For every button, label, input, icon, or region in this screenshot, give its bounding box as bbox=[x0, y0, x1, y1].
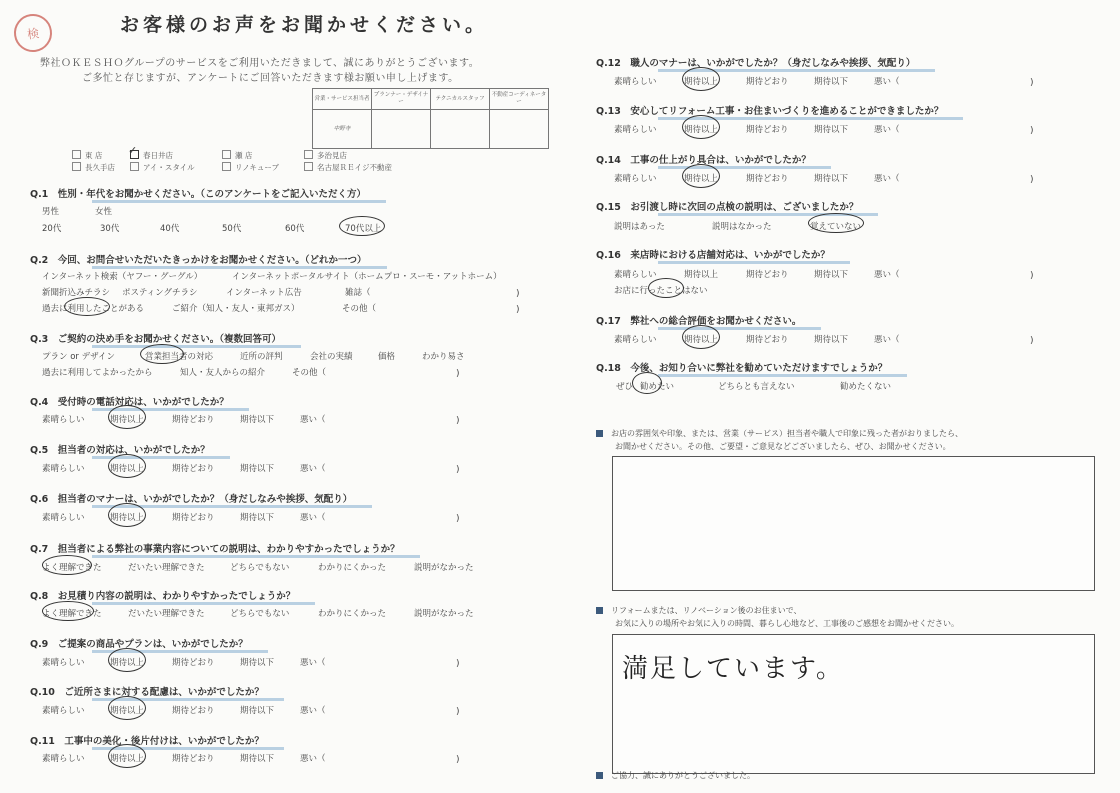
answer-circle bbox=[42, 601, 94, 621]
q16-option-selected[interactable]: お店に行ったことはない bbox=[614, 286, 708, 296]
paren-close: ) bbox=[1030, 271, 1034, 281]
intro-line-2: ご多忙と存じますが、アンケートにご回答いただきます様お願い申し上げます。 bbox=[82, 73, 459, 84]
footer-thanks: ご協力、誠にありがとうございました。 bbox=[596, 770, 755, 781]
rating-above-selected[interactable]: 期待以上 bbox=[684, 335, 719, 345]
store-option[interactable]: 瀬 店 bbox=[222, 150, 252, 161]
q18-option[interactable]: 勧めたくない bbox=[840, 382, 892, 392]
store-option[interactable]: 多治見店 bbox=[304, 150, 347, 161]
intro-line-1: 弊社ＯＫＥＳＨＯグループのサービスをご利用いただきまして、誠にありがとうございます。 bbox=[40, 58, 480, 69]
q3-option[interactable]: 過去に利用してよかったから bbox=[42, 368, 153, 378]
rating-bad[interactable]: 悪い（ bbox=[300, 754, 326, 764]
rating-as-expected[interactable]: 期待どおり bbox=[172, 415, 215, 425]
staff-signature: 中野寺 bbox=[313, 110, 372, 149]
rating-above-selected[interactable]: 期待以上 bbox=[110, 754, 145, 764]
q1-option-age[interactable]: 60代 bbox=[285, 224, 305, 234]
q2-option[interactable]: ポスティングチラシ bbox=[122, 288, 198, 298]
q1-option-female[interactable]: 女性 bbox=[95, 207, 113, 217]
rating-excellent[interactable]: 素晴らしい bbox=[42, 658, 85, 668]
question-13: Q.13 安心してリフォーム工事・お住まいづくりを進めることができましたか？ bbox=[596, 103, 943, 117]
rating-above-selected[interactable]: 期待以上 bbox=[684, 125, 719, 135]
paren-close: ) bbox=[1030, 126, 1034, 136]
q3-option[interactable]: その他（ bbox=[292, 368, 327, 378]
rating-bad[interactable]: 悪い（ bbox=[300, 513, 326, 523]
q1-option-age[interactable]: 40代 bbox=[160, 224, 180, 234]
answer-circle bbox=[108, 648, 146, 672]
rating-excellent[interactable]: 素晴らしい bbox=[42, 513, 85, 523]
staff-cell-empty bbox=[372, 110, 431, 149]
answer-circle bbox=[808, 213, 864, 233]
store-option[interactable]: 東 店 bbox=[72, 150, 102, 161]
rating-bad[interactable]: 悪い（ bbox=[874, 125, 900, 135]
square-bullet-icon bbox=[596, 430, 603, 437]
q2-paren-close: ) bbox=[516, 289, 520, 299]
rating-bad[interactable]: 悪い（ bbox=[300, 464, 326, 474]
understand-none[interactable]: 説明がなかった bbox=[414, 563, 474, 573]
rating-excellent[interactable]: 素晴らしい bbox=[42, 415, 85, 425]
rating-above-selected[interactable]: 期待以上 bbox=[110, 415, 145, 425]
paren-close: ) bbox=[456, 659, 460, 669]
rating-above[interactable]: 期待以上 bbox=[684, 270, 719, 280]
question-5: Q.5 担当者の対応は、いかがでしたか？ bbox=[30, 442, 210, 456]
q1-option-male[interactable]: 男性 bbox=[42, 207, 60, 217]
question-11: Q.11 工事中の美化・後片付けは、いかがでしたか？ bbox=[30, 733, 264, 747]
staff-header-sales: 営業・サービス担当者 bbox=[313, 89, 372, 110]
q3-option[interactable]: わかり易さ bbox=[422, 352, 465, 362]
q18-option-selected[interactable]: 勧めたい bbox=[640, 382, 675, 392]
q2-option[interactable]: ご紹介（知人・友人・東邦ガス） bbox=[172, 304, 300, 314]
rating-bad[interactable]: 悪い（ bbox=[874, 270, 900, 280]
comment-section-2-line-2: お気に入りの場所やお気に入りの時間、暮らし心地など、工事後のご感想をお聞かせください。 bbox=[615, 619, 959, 628]
answer-circle bbox=[64, 297, 110, 316]
understand-none[interactable]: 説明がなかった bbox=[414, 609, 474, 619]
q2-option[interactable]: 雑誌（ bbox=[345, 288, 371, 298]
rating-as-expected[interactable]: 期待どおり bbox=[172, 754, 215, 764]
rating-bad[interactable]: 悪い（ bbox=[874, 335, 900, 345]
paren-close: ) bbox=[1030, 175, 1034, 185]
rating-above-selected[interactable]: 期待以上 bbox=[110, 464, 145, 474]
understand-hard[interactable]: わかりにくかった bbox=[318, 563, 387, 573]
paren-close: ) bbox=[456, 707, 460, 717]
question-14: Q.14 工事の仕上がり具合は、いかがでしたか？ bbox=[596, 152, 811, 166]
q3-option[interactable]: 会社の実績 bbox=[310, 352, 353, 362]
page-title: お客様のお声をお聞かせください。 bbox=[120, 14, 489, 36]
q3-option[interactable]: プラン or デザイン bbox=[42, 352, 116, 362]
paren-close: ) bbox=[456, 514, 460, 524]
rating-above-selected[interactable]: 期待以上 bbox=[110, 658, 145, 668]
rating-as-expected[interactable]: 期待どおり bbox=[746, 270, 789, 280]
staff-header-realestate: 不動産コーディネーター bbox=[490, 89, 549, 110]
rating-bad[interactable]: 悪い（ bbox=[300, 706, 326, 716]
rating-above-selected[interactable]: 期待以上 bbox=[110, 513, 145, 523]
store-option[interactable]: 長久手店 bbox=[72, 162, 115, 173]
question-16: Q.16 来店時における店舗対応は、いかがでしたか？ bbox=[596, 247, 830, 261]
q15-option[interactable]: 説明はなかった bbox=[712, 222, 772, 232]
rating-above-selected[interactable]: 期待以上 bbox=[684, 77, 719, 87]
rating-excellent[interactable]: 素晴らしい bbox=[42, 706, 85, 716]
rating-below[interactable]: 期待以下 bbox=[240, 754, 275, 764]
comment-section-1-line-2: お聞かせください。その他、ご要望・ご意見などございましたら、ぜひ、お聞かせください。 bbox=[615, 442, 951, 451]
q1-option-age[interactable]: 20代 bbox=[42, 224, 62, 234]
rating-above-selected[interactable]: 期待以上 bbox=[684, 174, 719, 184]
question-4: Q.4 受付時の電話対応は、いかがでしたか？ bbox=[30, 394, 229, 408]
rating-below[interactable]: 期待以下 bbox=[240, 415, 275, 425]
rating-excellent[interactable]: 素晴らしい bbox=[42, 464, 85, 474]
answer-circle bbox=[108, 503, 146, 527]
q1-option-age-selected[interactable]: 70代以上 bbox=[345, 224, 382, 234]
staff-header-technical: テクニカルスタッフ bbox=[431, 89, 490, 110]
understand-mostly[interactable]: だいたい理解できた bbox=[128, 609, 205, 619]
rating-below[interactable]: 期待以下 bbox=[814, 174, 849, 184]
store-option[interactable]: アイ・スタイル bbox=[130, 162, 195, 173]
q1-option-age[interactable]: 30代 bbox=[100, 224, 120, 234]
rating-bad[interactable]: 悪い（ bbox=[300, 658, 326, 668]
question-17: Q.17 弊社への総合評価をお聞かせください。 bbox=[596, 313, 801, 327]
store-option[interactable]: リノキューブ bbox=[222, 162, 279, 173]
q3-option[interactable]: 知人・友人からの紹介 bbox=[180, 368, 266, 378]
understand-hard[interactable]: わかりにくかった bbox=[318, 609, 387, 619]
question-15: Q.15 お引渡し時に次回の点検の説明は、ございましたか？ bbox=[596, 199, 858, 213]
question-12: Q.12 職人のマナーは、いかがでしたか？（身だしなみや挨拶、気配り） bbox=[596, 55, 915, 69]
question-1: Q.1 性別・年代をお聞かせください。（このアンケートをご記入いただく方） bbox=[30, 186, 366, 200]
staff-table bbox=[312, 88, 549, 149]
answer-circle bbox=[339, 216, 385, 236]
q2-option[interactable]: インターネット検索（ヤフー・グーグル） bbox=[42, 272, 203, 282]
question-8: Q.8 お見積り内容の説明は、わかりやすかったでしょうか？ bbox=[30, 588, 295, 602]
question-9: Q.9 ご提案の商品やプランは、いかがでしたか？ bbox=[30, 636, 248, 650]
answer-circle bbox=[682, 67, 720, 91]
q15-option[interactable]: 説明はあった bbox=[614, 222, 665, 232]
answer-circle bbox=[682, 115, 720, 139]
rating-excellent[interactable]: 素晴らしい bbox=[614, 270, 657, 280]
question-7: Q.7 担当者による弊社の事業内容についての説明は、わかりやすかったでしょうか？ bbox=[30, 541, 400, 555]
rating-below[interactable]: 期待以下 bbox=[814, 270, 849, 280]
paren-close: ) bbox=[1030, 336, 1034, 346]
q2-option[interactable]: インターネット広告 bbox=[226, 288, 302, 298]
paren-close: ) bbox=[1030, 78, 1034, 88]
rating-as-expected[interactable]: 期待どおり bbox=[746, 335, 789, 345]
question-6: Q.6 担当者のマナーは、いかがでしたか？（身だしなみや挨拶、気配り） bbox=[30, 491, 352, 505]
rating-excellent[interactable]: 素晴らしい bbox=[614, 335, 657, 345]
answer-circle bbox=[108, 405, 146, 429]
rating-excellent[interactable]: 素晴らしい bbox=[614, 77, 657, 87]
question-2: Q.2 今回、お問合せいただいたきっかけをお聞かせください。（どれか一つ） bbox=[30, 252, 367, 266]
check-mark-icon: ✓ bbox=[128, 144, 138, 157]
rating-bad[interactable]: 悪い（ bbox=[874, 77, 900, 87]
q18-option[interactable]: どちらとも言えない bbox=[718, 382, 795, 392]
rating-bad[interactable]: 悪い（ bbox=[874, 174, 900, 184]
understand-well-selected[interactable]: よく理解できた bbox=[42, 563, 102, 573]
square-bullet-icon bbox=[596, 772, 603, 779]
answer-circle bbox=[108, 454, 146, 478]
paren-close: ) bbox=[456, 755, 460, 765]
q18-option[interactable]: ぜひ bbox=[616, 382, 634, 392]
q3-option-selected[interactable]: 営業担当者の対応 bbox=[145, 352, 214, 362]
understand-neutral[interactable]: どちらでもない bbox=[230, 609, 290, 619]
answer-circle bbox=[140, 344, 184, 364]
question-3: Q.3 ご契約の決め手をお聞かせください。（複数回答可） bbox=[30, 331, 281, 345]
comment-section-2-line-1: リフォームまたは、リノベーション後のお住まいで、 bbox=[596, 605, 801, 616]
rating-below[interactable]: 期待以下 bbox=[240, 706, 275, 716]
rating-excellent[interactable]: 素晴らしい bbox=[614, 125, 657, 135]
answer-circle bbox=[108, 696, 146, 720]
question-10: Q.10 ご近所さまに対する配慮は、いかがでしたか？ bbox=[30, 684, 264, 698]
answer-circle bbox=[108, 744, 146, 768]
rating-as-expected[interactable]: 期待どおり bbox=[746, 125, 789, 135]
q15-option-selected[interactable]: 覚えていない bbox=[810, 222, 862, 232]
comment-section-1-line-1: お店の雰囲気や印象、または、営業（サービス）担当者や職人で印象に残った者がおりましたら、 bbox=[596, 428, 963, 439]
rating-below[interactable]: 期待以下 bbox=[814, 335, 849, 345]
store-option-checked[interactable]: 春日井店 bbox=[130, 150, 173, 161]
seal-stamp: 検 bbox=[12, 12, 55, 55]
rating-as-expected[interactable]: 期待どおり bbox=[172, 513, 215, 523]
paren-close: ) bbox=[456, 465, 460, 475]
rating-as-expected[interactable]: 期待どおり bbox=[746, 174, 789, 184]
q1-option-age[interactable]: 50代 bbox=[222, 224, 242, 234]
understand-mostly[interactable]: だいたい理解できた bbox=[128, 563, 205, 573]
q3-paren-close: ) bbox=[456, 369, 460, 379]
answer-circle bbox=[682, 325, 720, 349]
rating-as-expected[interactable]: 期待どおり bbox=[746, 77, 789, 87]
answer-circle bbox=[42, 555, 92, 575]
q2-paren-close: ) bbox=[516, 305, 520, 315]
rating-as-expected[interactable]: 期待どおり bbox=[172, 464, 215, 474]
q3-option[interactable]: 近所の評判 bbox=[240, 352, 283, 362]
rating-as-expected[interactable]: 期待どおり bbox=[172, 658, 215, 668]
rating-as-expected[interactable]: 期待どおり bbox=[172, 706, 215, 716]
rating-bad[interactable]: 悪い（ bbox=[300, 415, 326, 425]
q3-option[interactable]: 価格 bbox=[378, 352, 396, 362]
answer-circle bbox=[648, 278, 684, 298]
rating-excellent[interactable]: 素晴らしい bbox=[42, 754, 85, 764]
understand-well-selected[interactable]: よく理解できた bbox=[42, 609, 102, 619]
rating-excellent[interactable]: 素晴らしい bbox=[614, 174, 657, 184]
store-option[interactable]: 名古屋ＲＥイジ不動産 bbox=[304, 162, 392, 173]
comment-textarea-1[interactable] bbox=[612, 456, 1095, 591]
square-bullet-icon bbox=[596, 607, 603, 614]
q2-option[interactable]: その他（ bbox=[342, 304, 377, 314]
staff-header-planner: プランナー・デザイナー bbox=[372, 89, 431, 110]
question-18: Q.18 今後、お知り合いに弊社を勧めていただけますでしょうか？ bbox=[596, 360, 887, 374]
q2-option[interactable]: 新聞折込みチラシ bbox=[42, 288, 111, 298]
rating-above-selected[interactable]: 期待以上 bbox=[110, 706, 145, 716]
answer-circle bbox=[682, 164, 720, 188]
staff-cell-empty bbox=[490, 110, 549, 149]
understand-neutral[interactable]: どちらでもない bbox=[230, 563, 290, 573]
handwritten-answer: 満足しています。 bbox=[622, 654, 844, 684]
rating-below[interactable]: 期待以下 bbox=[814, 77, 849, 87]
staff-cell-empty bbox=[431, 110, 490, 149]
rating-below[interactable]: 期待以下 bbox=[240, 464, 275, 474]
paren-close: ) bbox=[456, 416, 460, 426]
answer-circle bbox=[632, 372, 662, 394]
rating-below[interactable]: 期待以下 bbox=[814, 125, 849, 135]
q2-option[interactable]: インターネットポータルサイト（ホームプロ・スーモ・アットホーム） bbox=[232, 272, 502, 282]
q2-option-selected[interactable]: 過去に利用したことがある bbox=[42, 304, 145, 314]
rating-below[interactable]: 期待以下 bbox=[240, 658, 275, 668]
rating-below[interactable]: 期待以下 bbox=[240, 513, 275, 523]
